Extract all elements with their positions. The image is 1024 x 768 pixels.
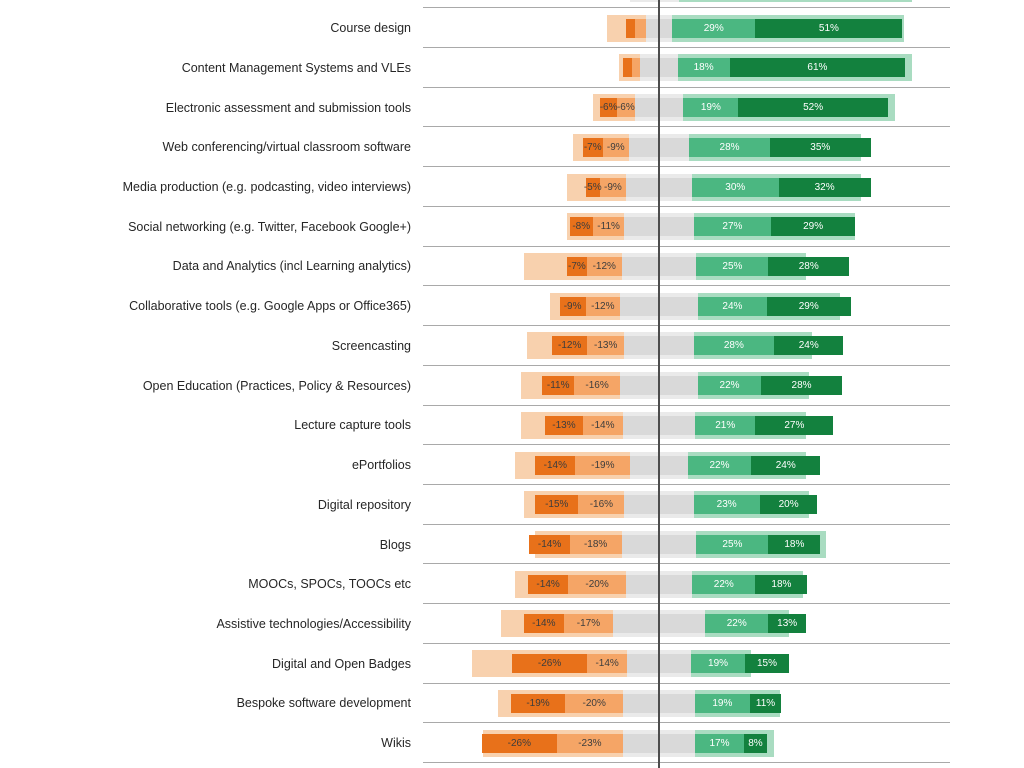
chart-row bbox=[0, 8, 1024, 48]
category-label: Blogs bbox=[379, 537, 411, 552]
decrease-inner-value: -9% bbox=[604, 181, 622, 193]
category-label: Digital and Open Badges bbox=[272, 656, 411, 671]
decrease-outer-bar bbox=[626, 19, 635, 38]
increase-inner-value: 19% bbox=[712, 697, 733, 709]
decrease-outer-value: -14% bbox=[532, 618, 556, 630]
increase-outer-value: 28% bbox=[791, 380, 812, 392]
increase-outer-value: 8% bbox=[748, 737, 763, 749]
increase-inner-value: 22% bbox=[719, 380, 740, 392]
category-label: Data and Analytics (incl Learning analytics) bbox=[172, 259, 411, 274]
decrease-outer-value: -14% bbox=[537, 539, 562, 551]
decrease-inner-value: -12% bbox=[592, 260, 616, 272]
increase-inner-value: 18% bbox=[693, 62, 714, 74]
increase-outer-value: 29% bbox=[803, 221, 824, 233]
decrease-outer-value: -14% bbox=[543, 459, 567, 471]
decrease-inner-value: -14% bbox=[591, 419, 615, 431]
category-label: Digital repository bbox=[317, 497, 411, 512]
increase-outer-value: 32% bbox=[814, 181, 835, 193]
chart-row bbox=[0, 644, 1024, 684]
decrease-inner-bar bbox=[632, 58, 641, 77]
decrease-inner-value: -23% bbox=[578, 737, 602, 749]
increase-inner-value: 17% bbox=[709, 737, 730, 749]
decrease-inner-bar bbox=[635, 19, 647, 38]
increase-outer-value: 20% bbox=[778, 499, 799, 511]
category-label: Social networking (e.g. Twitter, Facebook Google+) bbox=[128, 219, 411, 234]
increase-inner-value: 25% bbox=[722, 260, 743, 272]
category-label: Course design bbox=[330, 21, 411, 36]
chart-row bbox=[0, 763, 1024, 768]
increase-outer-value: 11% bbox=[755, 697, 776, 709]
decrease-outer-bar bbox=[623, 58, 632, 77]
increase-outer-value: 15% bbox=[756, 658, 778, 670]
chart-row bbox=[0, 366, 1024, 406]
increase-outer-value: 24% bbox=[775, 459, 796, 471]
chart-row bbox=[0, 564, 1024, 604]
increase-outer-value: 18% bbox=[784, 539, 805, 551]
chart-row bbox=[0, 48, 1024, 88]
decrease-inner-value: -14% bbox=[595, 658, 619, 670]
decrease-outer-value: -9% bbox=[563, 300, 582, 312]
decrease-outer-value: -6% bbox=[599, 102, 618, 114]
decrease-outer-value: -11% bbox=[546, 380, 570, 392]
category-label: Lecture capture tools bbox=[294, 418, 411, 433]
shadow-increase-bar bbox=[679, 0, 912, 2]
category-label: Media production (e.g. podcasting, video interviews) bbox=[122, 180, 411, 195]
chart-row bbox=[0, 0, 1024, 8]
decrease-outer-value: -12% bbox=[558, 340, 582, 352]
chart-row bbox=[0, 445, 1024, 485]
chart-row bbox=[0, 406, 1024, 446]
increase-outer-value: 24% bbox=[798, 340, 819, 352]
increase-inner-value: 19% bbox=[708, 658, 729, 670]
decrease-inner-value: -20% bbox=[585, 578, 609, 590]
chart-row bbox=[0, 485, 1024, 525]
chart-row bbox=[0, 326, 1024, 366]
decrease-outer-value: -7% bbox=[568, 260, 586, 272]
chart-row bbox=[0, 286, 1024, 326]
increase-inner-value: 27% bbox=[722, 221, 743, 233]
increase-outer-value: 61% bbox=[807, 62, 828, 74]
increase-inner-value: 28% bbox=[723, 340, 744, 352]
chart-row bbox=[0, 207, 1024, 247]
chart-row bbox=[0, 247, 1024, 287]
increase-inner-value: 19% bbox=[700, 102, 721, 114]
category-label: Electronic assessment and submission tools bbox=[165, 100, 411, 115]
zero-axis-line bbox=[658, 0, 659, 768]
increase-outer-value: 18% bbox=[771, 578, 792, 590]
decrease-inner-value: -12% bbox=[591, 300, 615, 312]
increase-outer-value: 35% bbox=[810, 141, 831, 153]
decrease-inner-value: -13% bbox=[594, 340, 618, 352]
category-label: MOOCs, SPOCs, TOOCs etc bbox=[248, 577, 411, 592]
decrease-outer-value: -26% bbox=[507, 737, 531, 749]
decrease-inner-value: -11% bbox=[597, 221, 620, 233]
increase-inner-value: 21% bbox=[715, 419, 736, 431]
category-label: Assistive technologies/Accessibility bbox=[216, 616, 411, 631]
decrease-outer-value: -26% bbox=[537, 658, 562, 670]
decrease-outer-value: -19% bbox=[526, 697, 550, 709]
decrease-inner-value: -17% bbox=[576, 618, 601, 630]
category-label: Screencasting bbox=[331, 338, 411, 353]
chart-row bbox=[0, 723, 1024, 763]
category-label: Bespoke software development bbox=[236, 696, 411, 711]
decrease-outer-value: -14% bbox=[536, 578, 560, 590]
chart-row bbox=[0, 167, 1024, 207]
category-label: Web conferencing/virtual classroom software bbox=[162, 140, 411, 155]
increase-inner-value: 22% bbox=[709, 459, 730, 471]
increase-inner-value: 25% bbox=[722, 539, 743, 551]
category-label: ePortfolios bbox=[351, 458, 411, 473]
increase-inner-value: 28% bbox=[719, 141, 740, 153]
increase-outer-value: 29% bbox=[798, 300, 819, 312]
increase-outer-value: 27% bbox=[784, 419, 805, 431]
increase-inner-value: 30% bbox=[725, 181, 746, 193]
chart-row bbox=[0, 88, 1024, 128]
category-label: Collaborative tools (e.g. Google Apps or Office365) bbox=[129, 299, 411, 314]
decrease-outer-value: -8% bbox=[572, 221, 591, 233]
category-label: Open Education (Practices, Policy & Resources) bbox=[142, 378, 411, 393]
increase-outer-value: 13% bbox=[777, 618, 798, 630]
increase-inner-value: 29% bbox=[703, 22, 724, 34]
chart-row bbox=[0, 604, 1024, 644]
decrease-outer-value: -5% bbox=[583, 181, 602, 193]
chart-row bbox=[0, 127, 1024, 167]
decrease-inner-value: -18% bbox=[583, 539, 608, 551]
decrease-outer-value: -15% bbox=[545, 499, 569, 511]
increase-inner-value: 22% bbox=[726, 618, 747, 630]
decrease-inner-value: -16% bbox=[585, 380, 609, 392]
chart-row bbox=[0, 684, 1024, 724]
decrease-inner-value: -19% bbox=[591, 459, 615, 471]
decrease-inner-value: -16% bbox=[589, 499, 614, 511]
increase-inner-value: 22% bbox=[713, 578, 734, 590]
increase-outer-value: 28% bbox=[798, 260, 819, 272]
increase-inner-value: 24% bbox=[722, 300, 743, 312]
decrease-inner-value: -6% bbox=[616, 102, 635, 114]
decrease-outer-value: -7% bbox=[583, 141, 602, 153]
chart-row bbox=[0, 525, 1024, 565]
decrease-inner-value: -20% bbox=[582, 697, 606, 709]
increase-outer-value: 52% bbox=[803, 102, 824, 114]
increase-outer-value: 51% bbox=[818, 22, 839, 34]
decrease-inner-value: -9% bbox=[606, 141, 625, 153]
increase-inner-value: 23% bbox=[716, 499, 737, 511]
category-label: Content Management Systems and VLEs bbox=[181, 60, 411, 75]
category-label: Wikis bbox=[381, 736, 411, 751]
decrease-outer-value: -13% bbox=[552, 419, 576, 431]
